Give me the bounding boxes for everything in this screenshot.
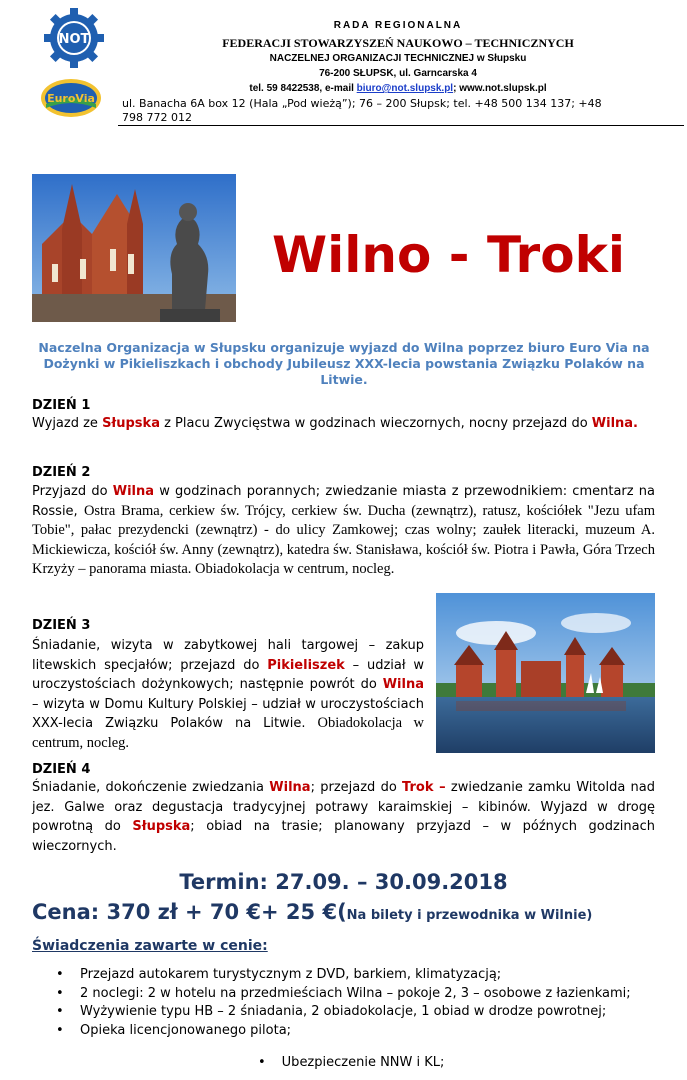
included-services-heading: Świadczenia zawarte w cenie: [32, 938, 268, 954]
header-line-3: NACZELNEJ ORGANIZACJI TECHNICZNEJ w Słupsku [269, 53, 527, 64]
day-2-heading: DZIEŃ 2 [32, 465, 91, 480]
day-2-text: Przyjazd do Wilna w godzinach porannych; zwiedzanie miasta z przewodnikiem: cmentarz na Rossie, Ostra Brama, cerkiew św. Trójcy, cerkiew św. Ducha (zewnątrz), ratusz, kościółek "Jezu ufam Tobie", pałac prezydencki (zewnątrz) - do ulicy Zamkowej; czas wolny; zaułek literacki, muzeum A. Mickiewicza, kościół św. Anny (zewnątrz), katedra św. Stanisława, kościół św. Piotra i Pawła, Góra Trzech Krzyży – panorama miasta. Obiadokolacja w centrum, nocleg. [32, 484, 656, 577]
intro-text: Naczelna Organizacja w Słupsku organizuje wyjazd do Wilna poprzez biuro Euro Via na Dożynki w Pikieliszkach i obchody Jubileusz XXX-lecia powstania Związku Polaków na Litwie. [38, 340, 650, 387]
page-title: Wilno - Troki [272, 226, 625, 284]
header-line-1: RADA REGIONALNA [333, 20, 463, 31]
list-item: • 2 noclegi: 2 w hotelu na przedmieściach Wilna – pokoje 2, 3 – osobowe z łazienkami; [56, 985, 631, 1001]
day-4-heading: DZIEŃ 4 [32, 762, 91, 777]
trakai-castle-photo [436, 593, 655, 753]
header-contact-line [118, 83, 678, 94]
header-divider [118, 125, 684, 126]
not-logo-text: NOT [58, 32, 90, 47]
header-address-2: ul. Banacha 6A box 12 (Hala „Pod wieżą”); 76 – 200 Słupsk; tel. +48 500 134 137; +48 798 772 012 [122, 97, 602, 124]
vilnius-church-photo [32, 174, 236, 322]
eurovia-logo [40, 78, 102, 118]
list-item: • Wyżywienie typu HB – 2 śniadania, 2 obiadokolacje, 1 obiad w drodze powrotnej; [56, 1004, 607, 1019]
list-item-insurance: • Ubezpieczenie NNW i KL; [258, 1055, 445, 1070]
trip-price: Cena: 370 zł + 70 €+ 25 €(Na bilety i przewodnika w Wilnie) [32, 900, 593, 924]
list-item: • Opieka licencjonowanego pilota; [56, 1022, 292, 1038]
not-logo [42, 6, 106, 70]
day-3-heading: DZIEŃ 3 [32, 618, 91, 633]
day-1-heading: DZIEŃ 1 [32, 398, 91, 413]
trip-dates: Termin: 27.09. – 30.09.2018 [179, 870, 508, 894]
list-item: • Przejazd autokarem turystycznym z DVD, barkiem, klimatyzacją; [56, 967, 502, 982]
eurovia-logo-text: EuroVia [47, 92, 95, 105]
day-3-text: Śniadanie, wizyta w zabytkowej hali targowej – zakup litewskich specjałów; przejazd do Pikieliszek – udział w uroczystościach dożynkowych; następnie powrót do Wilna – wizyta w Domu Kultury Polskiej – udział w uroczystościach XXX-lecia Związku Polaków na Litwie. Obiadokolacja w centrum, nocleg. [32, 638, 424, 751]
header-line-2: FEDERACJI STOWARZYSZEŃ NAUKOWO – TECHNICZNYCH [222, 36, 574, 50]
header-line-4: 76-200 SŁUPSK, ul. Garncarska 4 [319, 68, 477, 79]
email-link[interactable]: biuro@not.slupsk.pl [356, 83, 454, 94]
header-contact-post: ; www.not.slupsk.pl [453, 83, 547, 94]
header-contact-pre: tel. 59 8422538, e-mail [249, 83, 357, 94]
included-services-list [56, 966, 656, 1040]
day-4-text: Śniadanie, dokończenie zwiedzania Wilna; przejazd do Trok – zwiedzanie zamku Witolda nad jez. Galwe oraz degustacja tradycyjnej potrawy karaimskiej – kibinów. Wyjazd w drogę powrotną do Słupska; obiad na trasie; planowany przyjazd – w późnych godzinach wieczornych. [32, 780, 656, 854]
day-1-text: Wyjazd ze Słupska z Placu Zwycięstwa w godzinach wieczornych, nocny przejazd do Wilna. [32, 416, 638, 431]
